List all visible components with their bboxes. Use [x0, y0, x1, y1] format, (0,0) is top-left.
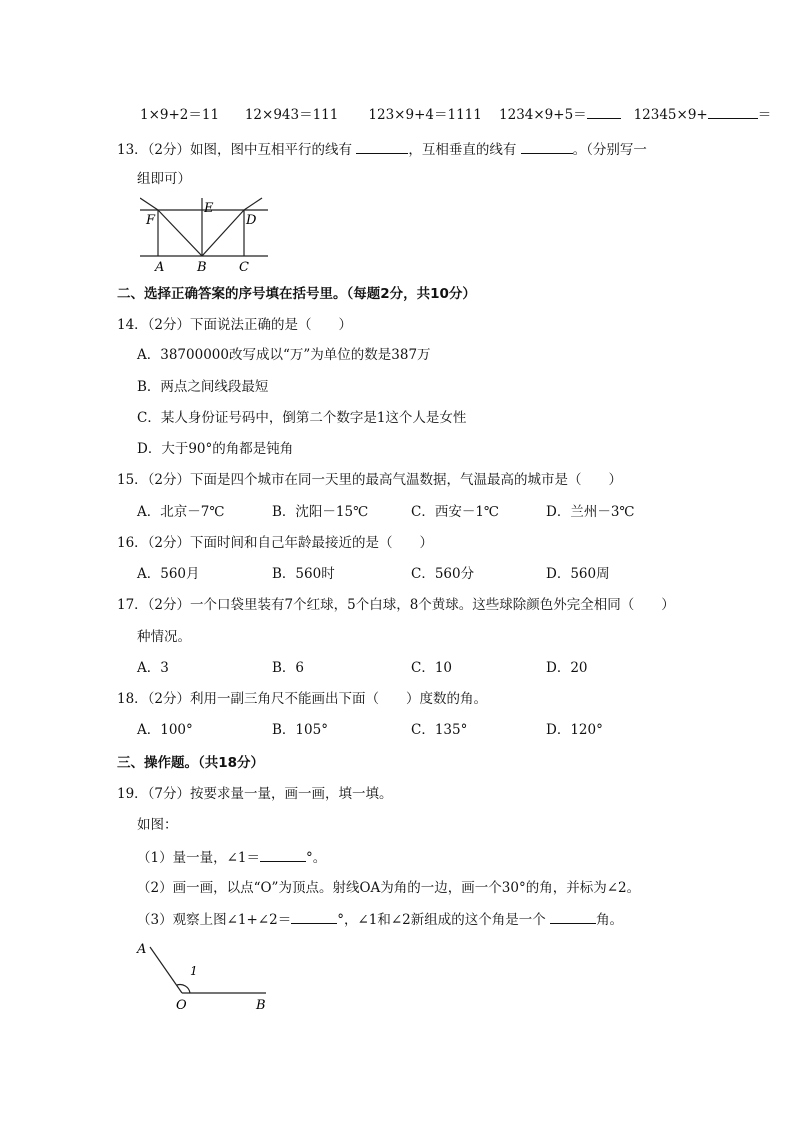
- q19-sub3: [137, 909, 623, 930]
- q19-intro: 如图：: [137, 817, 178, 833]
- q13-label-A: A: [155, 260, 165, 275]
- q14-option-c[interactable]: C．某人身份证号码中，倒第二个数字是1这个人是女性: [137, 410, 467, 426]
- q18-stem: 18．（2分）利用一副三角尺不能画出下面（ ）度数的角。: [117, 691, 488, 707]
- q19-label-O: O: [176, 998, 187, 1013]
- q13-perpendicular-blank[interactable]: [521, 139, 573, 154]
- q13-parallel-blank[interactable]: [356, 139, 408, 154]
- q19-label-1: 1: [190, 964, 198, 978]
- q19-ray-OA: [150, 947, 182, 993]
- q14-stem: 14．（2分）下面说法正确的是（ ）: [117, 317, 353, 333]
- q13-line-slant-right: [244, 198, 262, 210]
- q19-sub1-text: （1）量一量，∠1＝: [137, 850, 260, 866]
- q17-stem-2: 种情况。: [137, 629, 191, 645]
- q14-option-b[interactable]: B．两点之间线段最短: [137, 379, 269, 395]
- q19-angle1-blank[interactable]: [260, 847, 306, 862]
- q13-line2: 组即可）: [137, 171, 191, 187]
- q13-label-F: F: [146, 213, 156, 228]
- q13-text-c: 。（分别写一: [572, 142, 647, 158]
- q19-label-A: A: [137, 942, 147, 957]
- q13-label-C: C: [239, 260, 249, 275]
- q13-label-B: B: [197, 260, 207, 275]
- pattern-4-blank[interactable]: [587, 104, 621, 119]
- q13-text-a: 13．（2分）如图，图中互相平行的线有: [117, 142, 353, 158]
- q19-angle-figure: [134, 935, 274, 1015]
- q19-angle-type-blank[interactable]: [550, 909, 596, 924]
- q18-option-d[interactable]: D．120°: [546, 722, 603, 738]
- q13-label-D: D: [246, 213, 257, 228]
- q17-option-d[interactable]: D．20: [546, 660, 588, 676]
- q17-option-b[interactable]: B．6: [272, 660, 305, 676]
- q15-option-d[interactable]: D．兰州－3℃: [546, 504, 635, 520]
- pattern-line: [140, 104, 771, 125]
- q17-stem: 17．（2分）一个口袋里装有7个红球，5个白球，8个黄球。这些球除颜色外完全相同（ ）: [117, 597, 675, 613]
- q17-option-c[interactable]: C．10: [411, 660, 453, 676]
- q18-option-c[interactable]: C．135°: [411, 722, 468, 738]
- pattern-2: 12×943＝111: [244, 107, 339, 123]
- q16-stem: 16．（2分）下面时间和自己年龄最接近的是（ ）: [117, 535, 434, 551]
- q15-option-b[interactable]: B．沈阳－15℃: [272, 504, 369, 520]
- pattern-1: 1×9+2＝11: [140, 107, 220, 123]
- q18-option-a[interactable]: A．100°: [137, 722, 193, 738]
- q13-line-F-to-B: [158, 210, 202, 256]
- q19-sum-blank[interactable]: [291, 909, 337, 924]
- q19-sub1: [137, 847, 326, 868]
- pattern-5-blank[interactable]: [708, 104, 758, 119]
- q17-option-a[interactable]: A．3: [137, 660, 169, 676]
- q16-option-b[interactable]: B．560时: [272, 566, 335, 582]
- q18-option-b[interactable]: B．105°: [272, 722, 328, 738]
- pattern-5: 12345×9+: [633, 107, 708, 123]
- q13-line-D-to-B: [202, 210, 244, 256]
- q15-option-a[interactable]: A．北京－7℃: [137, 504, 225, 520]
- section-3-heading: 三、操作题。（共18分）: [117, 755, 265, 771]
- pattern-5-equals: ＝: [757, 107, 772, 123]
- q19-stem: 19．（7分）按要求量一量，画一画，填一填。: [117, 786, 393, 802]
- q13-figure: [140, 194, 270, 276]
- q13-line1: [117, 139, 647, 160]
- q19-label-B: B: [256, 998, 266, 1013]
- q16-option-a[interactable]: A．560月: [137, 566, 200, 582]
- q19-sub3-text-b: °，∠1和∠2新组成的这个角是一个: [337, 912, 546, 928]
- q14-option-d[interactable]: D．大于90°的角都是钝角: [137, 441, 294, 457]
- q14-option-a[interactable]: A．38700000改写成以“万”为单位的数是387万: [137, 347, 431, 363]
- q19-sub2: （2）画一画，以点“O”为顶点。射线OA为角的一边，画一个30°的角，并标为∠2。: [137, 880, 641, 896]
- q15-stem: 15．（2分）下面是四个城市在同一天里的最高气温数据，气温最高的城市是（ ）: [117, 472, 623, 488]
- q19-sub3-end: 角。: [596, 912, 624, 928]
- q15-option-c[interactable]: C．西安－1℃: [411, 504, 500, 520]
- q13-label-E: E: [204, 201, 214, 216]
- q16-option-c[interactable]: C．560分: [411, 566, 475, 582]
- q13-line-slant-left: [140, 198, 158, 210]
- q19-sub1-end: °。: [306, 850, 327, 866]
- q13-text-b: ，互相垂直的线有: [408, 142, 517, 158]
- section-2-heading: 二、选择正确答案的序号填在括号里。（每题2分，共10分）: [117, 286, 476, 302]
- pattern-3: 123×9+4＝1111: [368, 107, 482, 123]
- q19-sub3-text-a: （3）观察上图∠1+∠2＝: [137, 912, 292, 928]
- pattern-4: 1234×9+5＝: [499, 107, 587, 123]
- q16-option-d[interactable]: D．560周: [546, 566, 610, 582]
